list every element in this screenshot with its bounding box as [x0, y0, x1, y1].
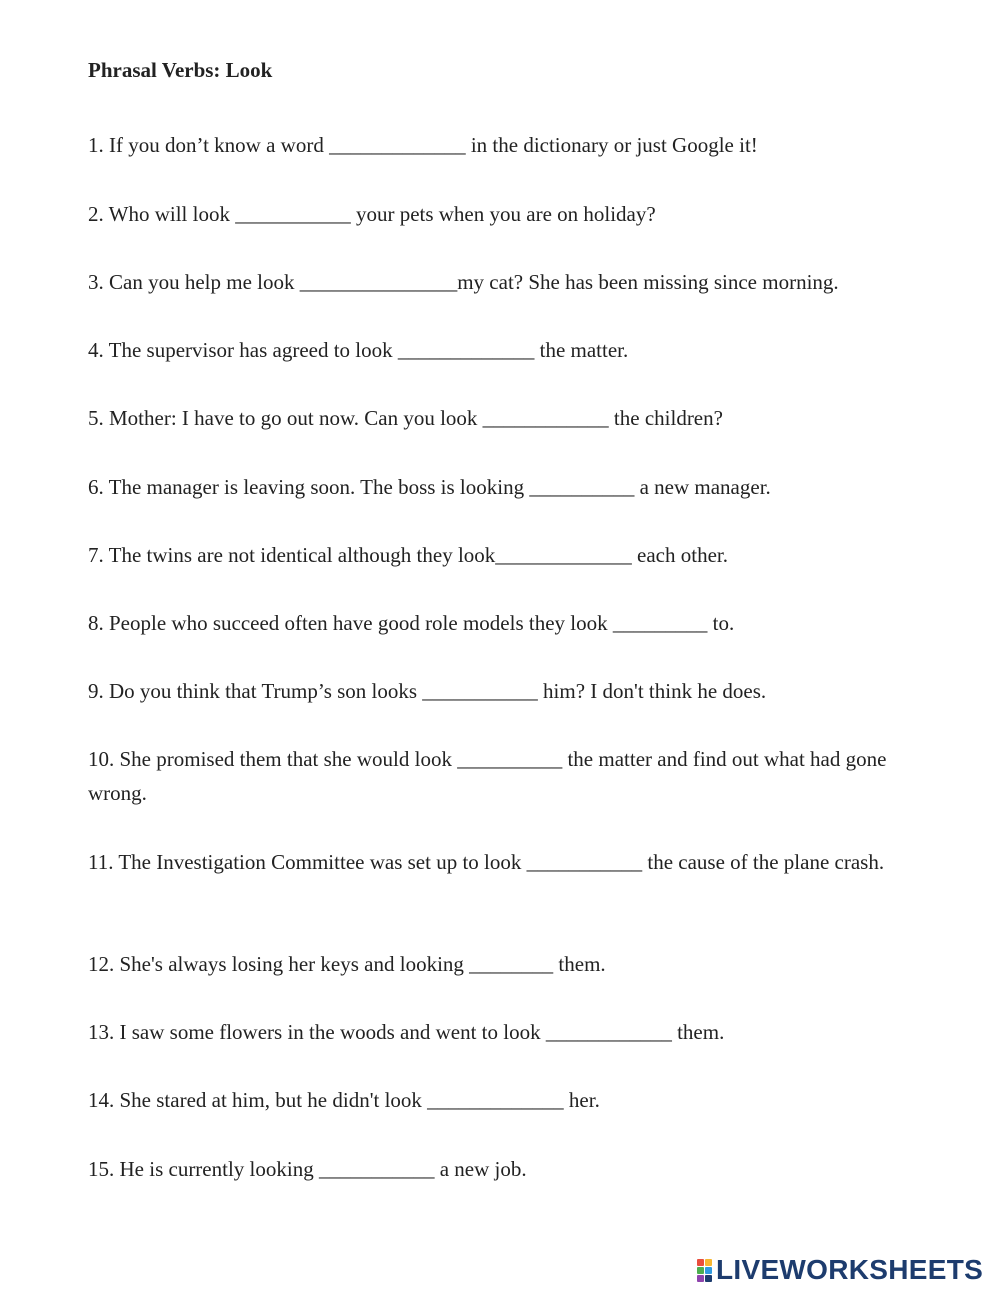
question-15: 15. He is currently looking ___________ a new job.: [88, 1157, 527, 1181]
question-13: 13. I saw some flowers in the woods and went to look ____________ them.: [88, 1020, 725, 1044]
question-9: 9. Do you think that Trump’s son looks ___________ him? I don't think he does.: [88, 679, 767, 703]
question-6: 6. The manager is leaving soon. The boss is looking __________ a new manager.: [88, 475, 771, 499]
logo-square: [705, 1275, 712, 1282]
logo-square: [697, 1259, 704, 1266]
question-11: 11. The Investigation Committee was set up to look ___________ the cause of the plane crash.: [88, 850, 885, 874]
question-3: 3. Can you help me look _______________my cat? She has been missing since morning.: [88, 270, 839, 294]
question-5: 5. Mother: I have to go out now. Can you look ____________ the children?: [88, 406, 723, 430]
logo-square: [697, 1275, 704, 1282]
question-7: 7. The twins are not identical although they look_____________ each other.: [88, 543, 728, 567]
question-1: 1. If you don’t know a word _____________ in the dictionary or just Google it!: [88, 133, 758, 157]
logo-square: [705, 1267, 712, 1274]
liveworksheets-logo-icon: [697, 1259, 712, 1282]
logo-square: [705, 1259, 712, 1266]
question-12: 12. She's always losing her keys and looking ________ them.: [88, 952, 606, 976]
question-4: 4. The supervisor has agreed to look _____________ the matter.: [88, 338, 629, 362]
question-2: 2. Who will look ___________ your pets when you are on holiday?: [88, 202, 656, 226]
worksheet-title: Phrasal Verbs: Look: [88, 58, 273, 82]
question-10: 10. She promised them that she would look __________ the matter and find out what had gone wrong.: [88, 747, 887, 805]
liveworksheets-logo: [697, 1255, 983, 1285]
logo-text: LIVEWORKSHEETS: [716, 1254, 984, 1285]
logo-square: [697, 1267, 704, 1274]
question-8: 8. People who succeed often have good role models they look _________ to.: [88, 611, 735, 635]
question-14: 14. She stared at him, but he didn't look _____________ her.: [88, 1088, 600, 1112]
